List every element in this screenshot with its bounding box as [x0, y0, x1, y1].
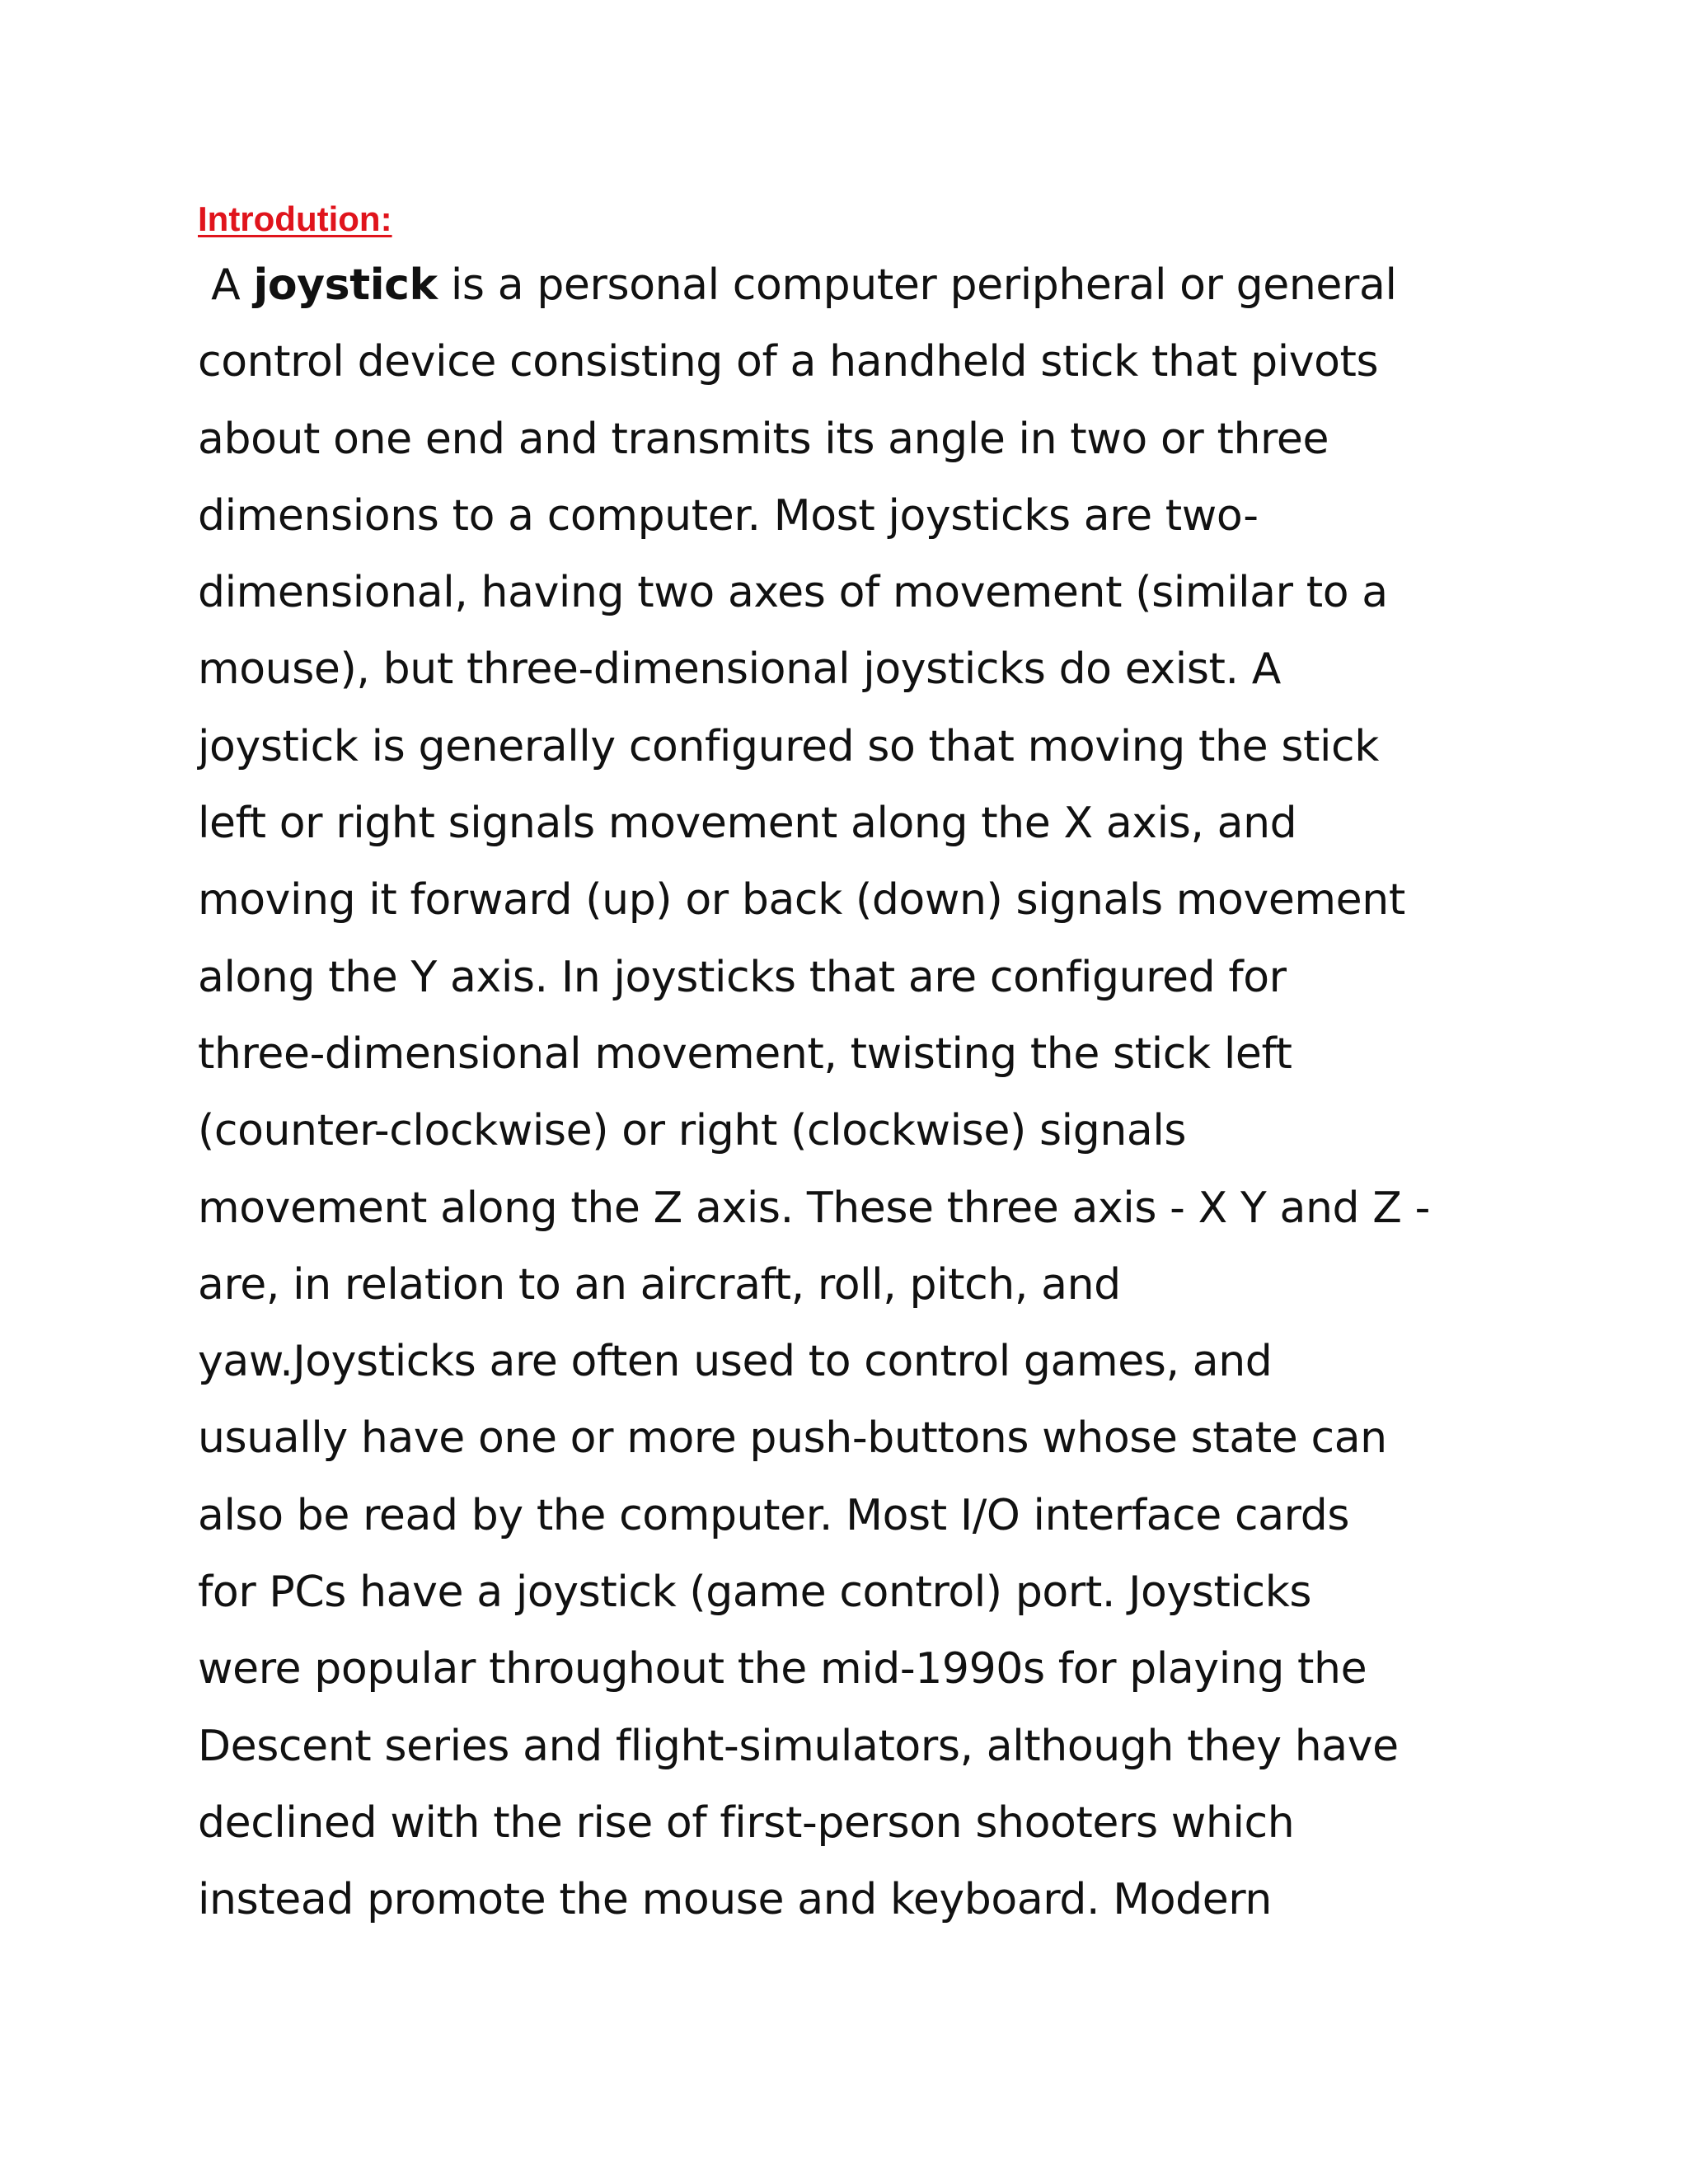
paragraph-line: joystick is generally configured so that moving the stick [198, 721, 1379, 771]
paragraph-line: three-dimensional movement, twisting the stick left [198, 1029, 1292, 1079]
bold-term: joystick [253, 260, 438, 310]
paragraph-line: dimensions to a computer. Most joysticks are two- [198, 490, 1259, 541]
paragraph-line: (counter-clockwise) or right (clockwise) signals [198, 1106, 1187, 1156]
paragraph-line: along the Y axis. In joysticks that are configured for [198, 952, 1287, 1002]
paragraph-line: control device consisting of a handheld stick that pivots [198, 337, 1379, 387]
paragraph-line: about one end and transmits its angle in two or three [198, 414, 1329, 464]
paragraph-line: mouse), but three-dimensional joysticks do exist. A [198, 644, 1281, 695]
paragraph-line: movement along the Z axis. These three axis - X Y and Z - [198, 1183, 1430, 1233]
line-suffix: is a personal computer peripheral or general [437, 260, 1397, 310]
body-paragraph [198, 247, 1500, 1939]
section-heading: Introdution: [198, 199, 392, 238]
paragraph-line: Descent series and flight-simulators, although they have [198, 1721, 1399, 1771]
paragraph-line [198, 247, 1500, 324]
paragraph-line: were popular throughout the mid-1990s for playing the [198, 1644, 1367, 1694]
paragraph-line: for PCs have a joystick (game control) port. Joysticks [198, 1568, 1312, 1618]
paragraph-line: left or right signals movement along the X axis, and [198, 799, 1297, 849]
line-prefix: A [198, 260, 254, 310]
paragraph-line: dimensional, having two axes of movement (similar to a [198, 568, 1388, 618]
paragraph-line: yaw.Joysticks are often used to control games, and [198, 1337, 1273, 1387]
paragraph-line: instead promote the mouse and keyboard. Modern [198, 1875, 1272, 1925]
paragraph-line: are, in relation to an aircraft, roll, pitch, and [198, 1259, 1121, 1310]
paragraph-line: also be read by the computer. Most I/O interface cards [198, 1490, 1350, 1540]
paragraph-line: moving it forward (up) or back (down) signals movement [198, 875, 1405, 926]
paragraph-line: declined with the rise of first-person shooters which [198, 1797, 1295, 1848]
paragraph-line: usually have one or more push-buttons whose state can [198, 1413, 1387, 1464]
